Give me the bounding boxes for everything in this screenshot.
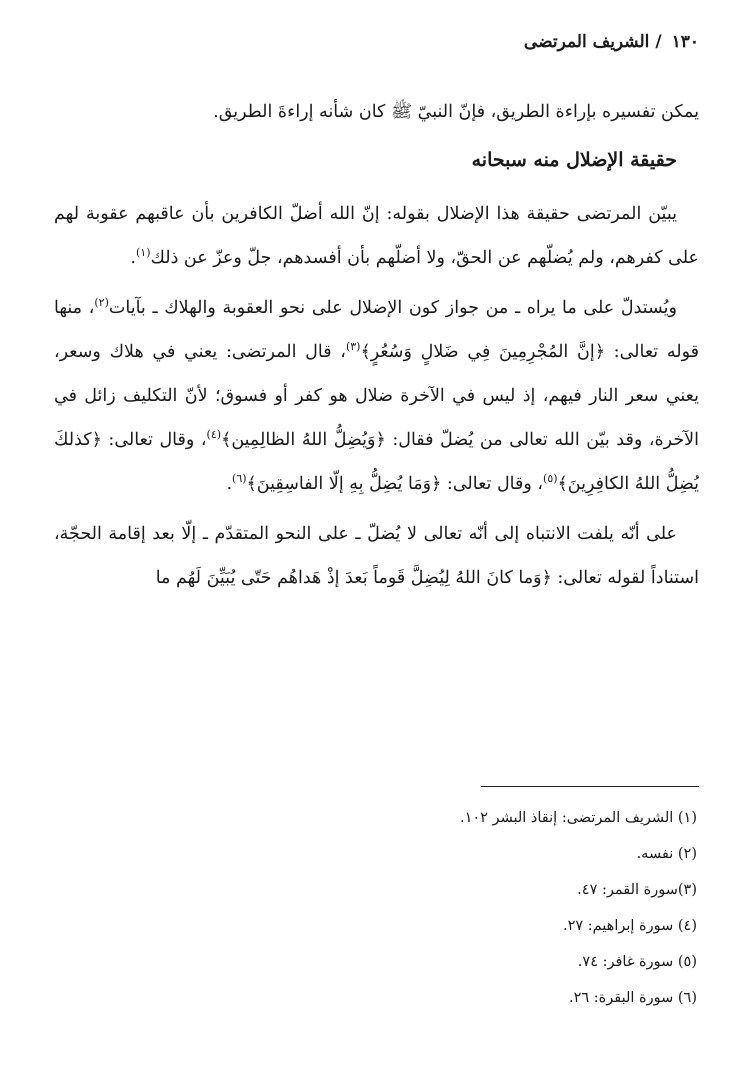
paragraph-1: [54, 192, 699, 280]
intro-line: يمكن تفسيره بإراءة الطريق، فإنّ النبيّ ﷺ كان شأنه إراءةَ الطريق.: [213, 102, 699, 122]
page-number: ١٣٠: [671, 32, 699, 52]
quran-verse-3: ﴿كذلكَ يُضِلُّ اللهُ الكافِرِينَ﴾: [54, 430, 699, 494]
running-head-separator: /: [655, 32, 662, 52]
paragraph-2-b: ، منها قوله تعالى:: [54, 298, 699, 362]
paragraph-2-c: ، قال المرتضى: يعني في هلاك وسعر، يعني سعر النار فيهم، إذ ليس في الآخرة ضلال هو كفر أو فسوق؛ لأنّ التكليف زائل في الآخرة، وقد بيّن الله تعالى من يُضلّ فقال:: [54, 342, 700, 450]
footnote-ref-5: (٥): [543, 472, 558, 486]
footnote-ref-4: (٤): [206, 428, 222, 442]
quran-verse-4: ﴿وَمَا يُضِلُّ بِهِ إلّا الفاسِقِينَ﴾: [246, 474, 442, 494]
paragraph-3: [54, 512, 699, 600]
footnote-ref-6: (٦): [232, 472, 247, 486]
footnote-ref-2: (٢): [94, 296, 109, 310]
footnote-divider: [481, 786, 699, 787]
section-heading: حقيقة الإضلال منه سبحانه: [471, 149, 677, 171]
quran-verse-2: ﴿وَيُضِلُّ اللهُ الظالِمِين﴾: [221, 430, 386, 450]
footnote-item: (٥) سورة غافر: ٧٤.: [577, 954, 697, 970]
footnote-ref-1: (١): [135, 246, 151, 260]
paragraph-2-e: ، وقال تعالى:: [441, 474, 544, 494]
paragraph-3-a: على أنّه يلفت الانتباه إلى أنّه تعالى لا يُضلّ ـ على النحو المتقدّم ـ إلّا بعد إقامة الحجّة، استناداً لقوله تعالى:: [54, 524, 699, 588]
quran-verse-1: ﴿إنَّ المُجْرِمِينَ فِي ضَلالٍ وَسُعُرٍ﴾: [360, 342, 605, 362]
footnote-ref-3: (٣): [345, 340, 361, 354]
paragraph-2-d: ، وقال تعالى:: [101, 430, 207, 450]
paragraph-2-end: .: [226, 474, 233, 494]
quran-verse-5: ﴿وَما كانَ اللهُ لِيُضِلَّ قَوماً بَعدَ إذْ هَداهُم حَتّى يُبَيِّنَ لَهُم ما: [155, 568, 552, 588]
footnotes: [54, 800, 699, 1016]
footnote-item: (١) الشريف المرتضى: إنقاذ البشر ١٠٢.: [459, 810, 697, 826]
paragraph-1-text: يبيّن المرتضى حقيقة هذا الإضلال بقوله: إنّ الله أضلّ الكافرين بأن عاقبهم عقوبة لهم على كفرهم، ولم يُضلّهم عن الحقّ، ولا أضلّهم بأن أفسدهم، جلّ وعزّ عن ذلك: [54, 204, 699, 268]
paragraph-1-end: .: [130, 248, 136, 268]
running-head: [524, 32, 699, 52]
running-head-title: الشريف المرتضى: [523, 32, 650, 52]
paragraph-2-a: ويُستدلّ على ما يراه ـ من جواز كون الإضلال على نحو العقوبة والهلاك ـ بآيات: [108, 298, 677, 318]
footnote-item: (٣)سورة القمر: ٤٧.: [577, 882, 697, 898]
paragraph-2: [54, 286, 699, 506]
body-text: [54, 90, 699, 606]
footnote-item: (٢) نفسه.: [636, 846, 697, 862]
footnote-item: (٤) سورة إبراهيم: ٢٧.: [562, 918, 697, 934]
footnote-item: (٦) سورة البقرة: ٢٦.: [568, 990, 697, 1006]
